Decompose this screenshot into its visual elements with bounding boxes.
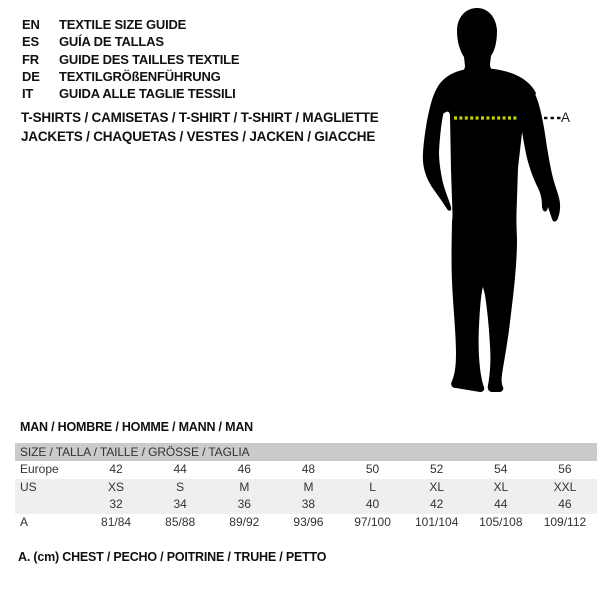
language-code: FR <box>22 51 39 67</box>
language-row-fr <box>22 51 239 68</box>
size-table-header: SIZE / TALLA / TAILLE / GRÖSSE / TAGLIA <box>15 443 597 461</box>
language-code: IT <box>22 86 34 102</box>
size-value: L <box>369 479 376 494</box>
language-row-it <box>22 85 239 102</box>
language-label: GUIDA ALLE TAGLIE TESSILI <box>59 86 236 102</box>
table-row-europe <box>15 461 597 479</box>
size-value: 81/84 <box>101 514 132 529</box>
size-value: 48 <box>301 462 316 476</box>
size-value: 42 <box>109 462 123 476</box>
table-row-chest-a <box>15 514 597 532</box>
language-label: TEXTILGRÖßENFÜHRUNG <box>59 68 221 84</box>
language-label: TEXTILE SIZE GUIDE <box>59 17 187 32</box>
silhouette-legs <box>451 210 517 392</box>
language-label: GUIDE DES TAILLES TEXTILE <box>59 51 240 67</box>
size-value: XL <box>493 479 509 494</box>
size-value: 42 <box>430 497 444 511</box>
size-value: 44 <box>173 462 187 476</box>
size-value: S <box>176 479 185 494</box>
size-value: 46 <box>558 497 572 511</box>
size-value: 85/88 <box>165 514 196 529</box>
row-label: A <box>20 514 29 529</box>
table-row-numeric <box>15 496 597 514</box>
size-value: 101/104 <box>414 514 459 529</box>
language-row-es <box>22 33 239 50</box>
language-code: DE <box>22 68 40 84</box>
category-line-tshirts: T-SHIRTS / CAMISETAS / T-SHIRT / T-SHIRT / MAGLIETTE <box>21 110 379 125</box>
size-value: 105/108 <box>479 514 523 529</box>
size-value: 97/100 <box>354 514 391 529</box>
language-row-de <box>22 68 239 85</box>
size-value: 46 <box>237 462 251 476</box>
section-title-man: MAN / HOMBRE / HOMME / MANN / MAN <box>20 420 253 434</box>
language-label: GUÍA DE TALLAS <box>59 34 164 50</box>
size-value: 44 <box>494 497 508 511</box>
size-value: 93/96 <box>293 514 324 529</box>
size-value: 89/92 <box>229 514 260 529</box>
size-value: XXL <box>553 479 577 494</box>
size-value: 109/112 <box>543 514 587 529</box>
size-value: M <box>303 479 314 494</box>
measure-label-a: A <box>561 110 571 125</box>
size-value: 56 <box>558 462 572 476</box>
size-value: M <box>239 479 250 494</box>
man-silhouette-figure <box>395 0 600 400</box>
size-table <box>15 443 597 531</box>
language-list <box>22 16 239 102</box>
size-value: 36 <box>237 497 251 511</box>
measurement-footnote: A. (cm) CHEST / PECHO / POITRINE / TRUHE / PETTO <box>18 550 327 564</box>
size-value: 40 <box>365 497 380 511</box>
size-value: 34 <box>173 497 187 511</box>
size-value: XL <box>429 479 445 494</box>
language-row-en <box>22 16 239 33</box>
category-list <box>21 109 379 146</box>
size-value: 32 <box>109 497 123 511</box>
size-value: 38 <box>301 497 316 511</box>
size-value: 50 <box>365 462 380 476</box>
size-value: XS <box>108 479 125 494</box>
row-label: US <box>20 479 37 494</box>
size-value: 52 <box>430 462 444 476</box>
language-code: ES <box>22 34 39 50</box>
language-code: EN <box>22 17 40 32</box>
table-row-us <box>15 479 597 497</box>
silhouette-head <box>457 8 497 74</box>
size-value: 54 <box>494 462 508 476</box>
row-label: Europe <box>20 462 59 476</box>
category-line-jackets: JACKETS / CHAQUETAS / VESTES / JACKEN / GIACCHE <box>21 128 376 144</box>
